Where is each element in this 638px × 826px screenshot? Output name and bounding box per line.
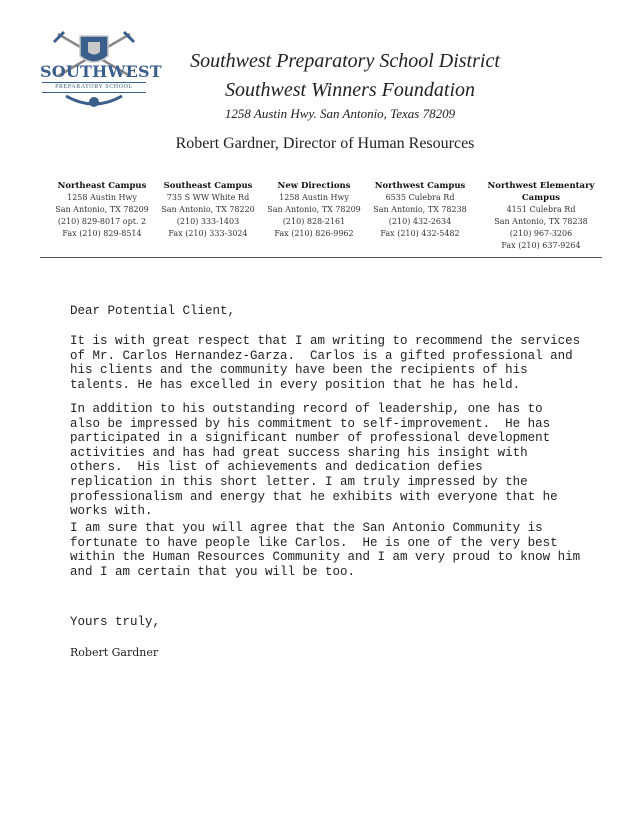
campus-new-directions	[266, 180, 362, 240]
campus-line: 1258 Austin Hwy	[279, 193, 349, 202]
logo-subtitle: PREPARATORY SCHOOL	[42, 82, 146, 93]
campus-line: San Antonio, TX 78209	[267, 205, 361, 214]
campus-line: 1258 Austin Hwy	[67, 193, 137, 202]
campus-line: San Antonio, TX 78238	[373, 205, 467, 214]
district-title: Southwest Preparatory School District	[190, 50, 500, 72]
campus-line: Fax (210) 432-5482	[380, 229, 460, 238]
foundation-title: Southwest Winners Foundation	[225, 79, 475, 101]
letter-paragraph-1: It is with great respect that I am writing to recommend the services of Mr. Carlos Hernandez-Garza. Carlos is a gifted professional and his clients and the community have been the recipients of his talents. He has excelled in every position that he has held.	[70, 334, 581, 392]
campus-line: Fax (210) 333-3024	[168, 229, 248, 238]
letterhead-address: 1258 Austin Hwy. San Antonio, Texas 78209	[224, 106, 456, 121]
campus-line: San Antonio, TX 78209	[55, 205, 149, 214]
campus-line: San Antonio, TX 78220	[161, 205, 255, 214]
campus-line: Fax (210) 637-9264	[501, 241, 581, 250]
campus-northwest-elementary	[484, 180, 598, 252]
campus-northwest	[366, 180, 474, 240]
letter-closing: Yours truly,	[70, 615, 161, 629]
campus-line: (210) 828-2161	[282, 217, 346, 226]
campus-line: (210) 829-8017 opt. 2	[57, 217, 147, 226]
campus-line: (210) 432-2634	[388, 217, 452, 226]
letter-signature: Robert Gardner	[70, 646, 159, 659]
campus-name: Southeast Campus	[163, 181, 253, 191]
letter-paragraph-2: In addition to his outstanding record of leadership, one has to also be impressed by his commitment to self-improvement. He has participated in a significant number of professional development activities and has had great success sharing his insight with others. His list of achievements and dedication defies replication in this short letter. I am truly impressed by the professionalism and energy that he exhibits with everyone that he works with.	[70, 402, 558, 519]
campus-line: (210) 333-1403	[176, 217, 240, 226]
campus-line: 4151 Culebra Rd	[506, 205, 576, 214]
campus-name: Northwest Campus	[374, 181, 466, 191]
campus-northeast	[54, 180, 150, 240]
campus-line: Fax (210) 829-8514	[62, 229, 142, 238]
campus-name: Northwest Elementary Campus	[487, 181, 595, 203]
campus-directory	[54, 180, 598, 250]
district-logo	[36, 30, 162, 112]
logo-wordmark: SOUTHWEST	[40, 62, 162, 81]
director-line: Robert Gardner, Director of Human Resources	[175, 135, 475, 152]
campus-southeast	[154, 180, 262, 240]
header-divider	[40, 257, 602, 258]
campus-line: Fax (210) 826-9962	[274, 229, 354, 238]
campus-name: New Directions	[277, 181, 351, 191]
campus-line: 735 S WW White Rd	[166, 193, 250, 202]
campus-line: (210) 967-3206	[509, 229, 573, 238]
campus-name: Northeast Campus	[57, 181, 147, 191]
campus-line: San Antonio, TX 78238	[494, 217, 588, 226]
letter-greeting: Dear Potential Client,	[70, 304, 236, 318]
campus-line: 6535 Culebra Rd	[385, 193, 455, 202]
letter-paragraph-3: I am sure that you will agree that the San Antonio Community is fortunate to have people like Carlos. He is one of the very best within the Human Resources Community and I am very proud to know him and I am certain that you will be too.	[70, 521, 581, 579]
